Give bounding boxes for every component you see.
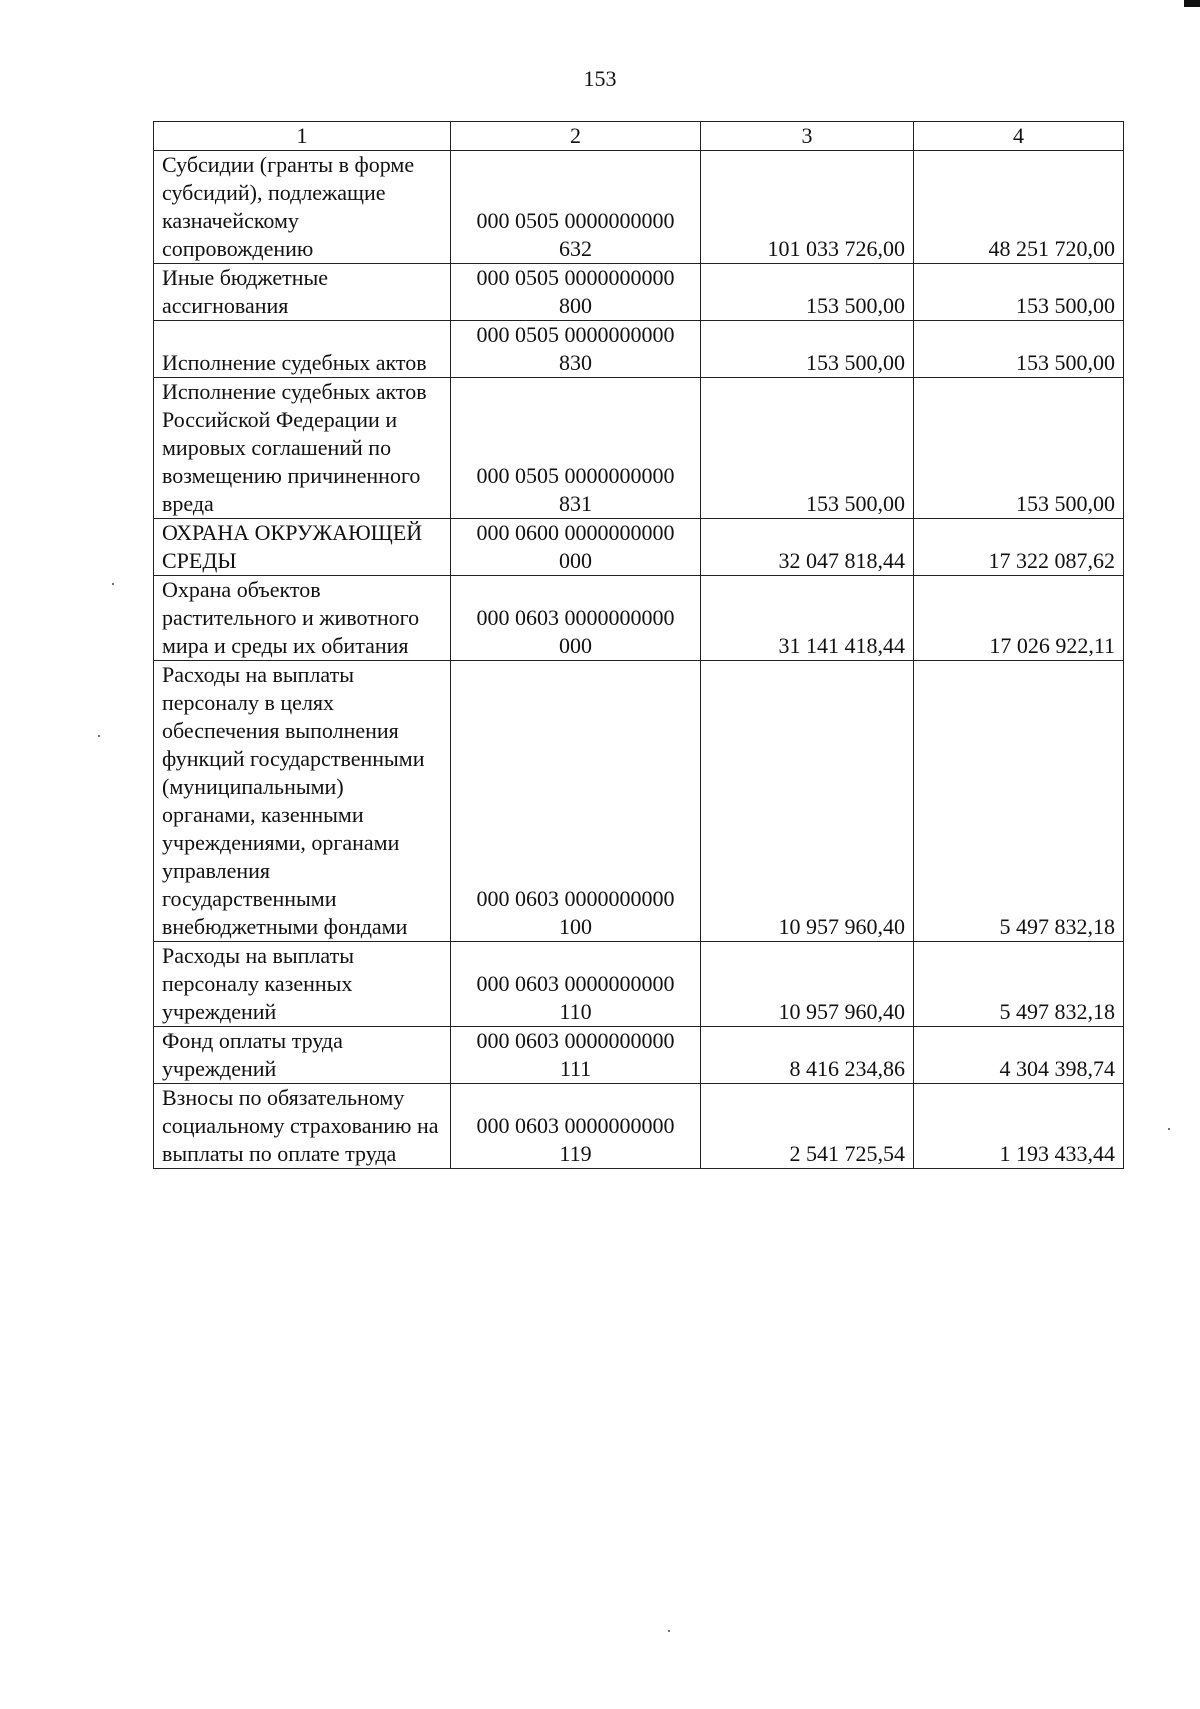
budget-code-line1: 000 0505 0000000000 xyxy=(476,463,675,488)
budget-code-line1: 000 0600 0000000000 xyxy=(476,520,675,545)
amount-col3: 101 033 726,00 xyxy=(701,151,914,264)
budget-code xyxy=(451,519,701,576)
table-row xyxy=(154,519,1124,576)
budget-code-line1: 000 0603 0000000000 xyxy=(476,605,675,630)
table-row xyxy=(154,264,1124,321)
expense-name: Субсидии (гранты в форме субсидий), подлежащие казначейскому сопровождению xyxy=(154,151,451,264)
expense-name: Взносы по обязательному социальному страхованию на выплаты по оплате труда xyxy=(154,1084,451,1169)
column-header-3: 3 xyxy=(701,122,914,151)
budget-code xyxy=(451,661,701,942)
scan-speck xyxy=(112,583,114,585)
amount-col3: 10 957 960,40 xyxy=(701,942,914,1027)
budget-code-line1: 000 0603 0000000000 xyxy=(476,1028,675,1053)
expense-name: Расходы на выплаты персоналу в целях обеспечения выполнения функций государственными (муниципальными) органами, казенными учреждениями, органами управления государственными внебюджетными фондами xyxy=(154,661,451,942)
budget-code-line2: 632 xyxy=(559,236,592,261)
budget-code xyxy=(451,321,701,378)
table-row xyxy=(154,321,1124,378)
scan-corner-mark xyxy=(1184,0,1200,7)
column-header-1: 1 xyxy=(154,122,451,151)
amount-col4: 48 251 720,00 xyxy=(914,151,1124,264)
budget-code xyxy=(451,1084,701,1169)
expense-name: Исполнение судебных актов xyxy=(154,321,451,378)
scan-speck xyxy=(98,735,100,737)
table-row xyxy=(154,576,1124,661)
table-row xyxy=(154,1084,1124,1169)
amount-col4: 153 500,00 xyxy=(914,321,1124,378)
budget-code xyxy=(451,378,701,519)
budget-code xyxy=(451,576,701,661)
expense-name: Исполнение судебных актов Российской Федерации и мировых соглашений по возмещению причиненного вреда xyxy=(154,378,451,519)
amount-col4: 17 322 087,62 xyxy=(914,519,1124,576)
scan-speck xyxy=(668,1630,670,1632)
budget-code-line1: 000 0505 0000000000 xyxy=(476,265,675,290)
amount-col3: 8 416 234,86 xyxy=(701,1027,914,1084)
budget-code-line1: 000 0603 0000000000 xyxy=(476,886,675,911)
budget-code-line2: 100 xyxy=(559,914,592,939)
amount-col3: 153 500,00 xyxy=(701,321,914,378)
amount-col3: 153 500,00 xyxy=(701,264,914,321)
budget-code-line2: 800 xyxy=(559,293,592,318)
budget-code-line1: 000 0603 0000000000 xyxy=(476,1113,675,1138)
budget-code-line1: 000 0505 0000000000 xyxy=(476,322,675,347)
amount-col4: 153 500,00 xyxy=(914,264,1124,321)
budget-code xyxy=(451,1027,701,1084)
header-row xyxy=(154,122,1124,151)
expense-name: Расходы на выплаты персоналу казенных учреждений xyxy=(154,942,451,1027)
budget-code-line1: 000 0603 0000000000 xyxy=(476,971,675,996)
budget-table xyxy=(153,121,1124,1169)
budget-code-line2: 110 xyxy=(559,999,592,1024)
amount-col4: 5 497 832,18 xyxy=(914,661,1124,942)
budget-code-line2: 000 xyxy=(559,633,592,658)
column-header-4: 4 xyxy=(914,122,1124,151)
amount-col3: 10 957 960,40 xyxy=(701,661,914,942)
scan-speck xyxy=(1168,1128,1170,1130)
table-row xyxy=(154,378,1124,519)
budget-code xyxy=(451,264,701,321)
amount-col3: 153 500,00 xyxy=(701,378,914,519)
expense-name: Охрана объектов растительного и животного мира и среды их обитания xyxy=(154,576,451,661)
budget-code-line2: 830 xyxy=(559,350,592,375)
amount-col3: 32 047 818,44 xyxy=(701,519,914,576)
budget-code xyxy=(451,151,701,264)
budget-code xyxy=(451,942,701,1027)
budget-code-line2: 000 xyxy=(559,548,592,573)
amount-col3: 2 541 725,54 xyxy=(701,1084,914,1169)
table-row xyxy=(154,661,1124,942)
page-number: 153 xyxy=(583,66,617,91)
amount-col4: 4 304 398,74 xyxy=(914,1027,1124,1084)
expense-name: Фонд оплаты труда учреждений xyxy=(154,1027,451,1084)
budget-code-line2: 111 xyxy=(559,1056,592,1081)
amount-col4: 153 500,00 xyxy=(914,378,1124,519)
amount-col4: 1 193 433,44 xyxy=(914,1084,1124,1169)
expense-name: Иные бюджетные ассигнования xyxy=(154,264,451,321)
table-row xyxy=(154,1027,1124,1084)
amount-col4: 17 026 922,11 xyxy=(914,576,1124,661)
budget-code-line2: 831 xyxy=(559,491,592,516)
amount-col3: 31 141 418,44 xyxy=(701,576,914,661)
table-row xyxy=(154,942,1124,1027)
budget-code-line2: 119 xyxy=(559,1141,592,1166)
budget-code-line1: 000 0505 0000000000 xyxy=(476,208,675,233)
amount-col4: 5 497 832,18 xyxy=(914,942,1124,1027)
table-row xyxy=(154,151,1124,264)
column-header-2: 2 xyxy=(451,122,701,151)
expense-name: ОХРАНА ОКРУЖАЮЩЕЙ СРЕДЫ xyxy=(154,519,451,576)
